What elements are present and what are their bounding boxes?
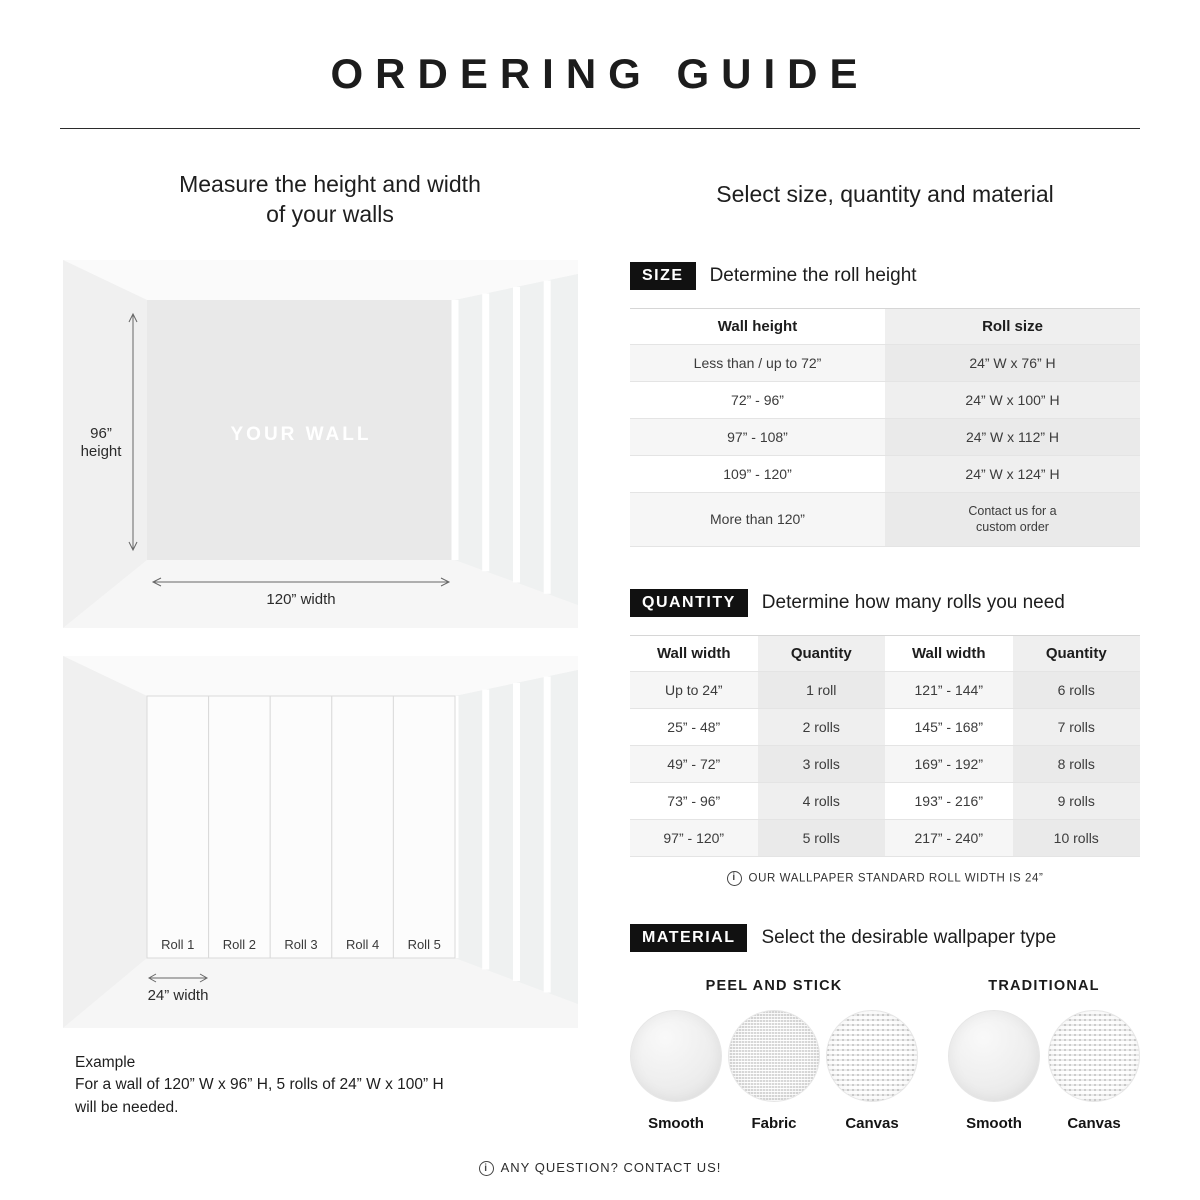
material-option-canvas (1048, 1010, 1140, 1132)
size-table-row (630, 456, 1140, 493)
contact-footer (0, 1160, 1200, 1176)
canvas-texture-swatch (1048, 1010, 1140, 1102)
material-groups (630, 978, 1140, 1132)
wall-width-value: 193” - 216” (885, 782, 1013, 819)
quantity-value: 4 rolls (758, 782, 886, 819)
quantity-value: 5 rolls (758, 819, 886, 856)
measure-heading (60, 169, 600, 230)
select-heading: Select size, quantity and material (716, 181, 1054, 207)
canvas-texture-swatch (826, 1010, 918, 1102)
size-table-header-row (630, 309, 1140, 345)
size-subtitle: Determine the roll height (709, 265, 917, 286)
quantity-table-row (630, 708, 1140, 745)
material-section-header (630, 924, 1140, 952)
quantity-subtitle: Determine how many rolls you need (761, 591, 1065, 613)
smooth-texture-swatch (630, 1010, 722, 1102)
quantity-value: 9 rolls (1013, 782, 1141, 819)
roll-4-label: Roll 4 (345, 936, 380, 952)
swatch-label: Canvas (845, 1114, 899, 1132)
roll-size-value (885, 493, 1140, 547)
quantity-table-header-row (630, 635, 1140, 671)
material-badge: MATERIAL (630, 924, 747, 952)
size-table-row (630, 382, 1140, 419)
example-title: Example (75, 1053, 136, 1071)
wall-width-value: 217” - 240” (885, 819, 1013, 856)
size-table-row (630, 493, 1140, 547)
wall-height-value: Less than / up to 72” (630, 345, 885, 382)
smooth-texture-swatch (948, 1010, 1040, 1102)
quantity-table (630, 635, 1140, 857)
your-wall-label: YOUR WALL (230, 423, 372, 445)
roll-size-column-header: Roll size (885, 309, 1140, 345)
room-illustration-measure (63, 260, 578, 628)
wall-height-value: 97” - 108” (630, 419, 885, 456)
wall-width-value: 49” - 72” (630, 745, 758, 782)
peel-and-stick-title: PEEL AND STICK (705, 977, 843, 994)
roll-size-value: 24” W x 76” H (885, 345, 1140, 382)
swatch-label: Smooth (966, 1114, 1022, 1132)
quantity-section (630, 589, 1140, 886)
size-badge: SIZE (630, 262, 696, 290)
material-option-canvas (826, 1010, 918, 1132)
swatch-label: Fabric (751, 1114, 797, 1132)
page-title: ORDERING GUIDE (330, 50, 870, 97)
quantity-value: 7 rolls (1013, 708, 1141, 745)
wall-width-value: 121” - 144” (885, 671, 1013, 708)
wallpaper-roll-panels (147, 696, 455, 958)
material-group-peel-and-stick (630, 978, 918, 1132)
height-value-label: 96” (90, 424, 112, 442)
title-divider (60, 128, 1140, 129)
info-icon: i (479, 1161, 494, 1176)
quantity-value: 10 rolls (1013, 819, 1141, 856)
quantity-value: 2 rolls (758, 708, 886, 745)
size-table (630, 308, 1140, 547)
wall-width-column-header: Wall width (885, 635, 1013, 671)
quantity-value: 6 rolls (1013, 671, 1141, 708)
material-option-smooth (948, 1010, 1040, 1132)
wall-height-column-header: Wall height (630, 309, 885, 345)
quantity-value: 1 roll (758, 671, 886, 708)
material-subtitle: Select the desirable wallpaper type (761, 926, 1057, 948)
material-option-smooth (630, 1010, 722, 1132)
roll-width-label: 24” width (147, 986, 209, 1004)
width-value-label: 120” width (266, 590, 336, 608)
material-section (630, 924, 1140, 1132)
traditional-title: TRADITIONAL (988, 977, 1100, 994)
height-word-label: height (80, 442, 122, 460)
select-column (630, 169, 1140, 1132)
wall-width-value: 73” - 96” (630, 782, 758, 819)
contact-footer-text: ANY QUESTION? CONTACT US! (500, 1159, 722, 1175)
swatch-label: Canvas (1067, 1114, 1121, 1132)
custom-order-note: Contact us for a custom order (968, 504, 1057, 535)
wall-width-value: Up to 24” (630, 671, 758, 708)
example-line2: will be needed. (75, 1098, 179, 1116)
roll-3-label: Roll 3 (284, 936, 318, 952)
wall-height-value: 109” - 120” (630, 456, 885, 493)
wall-width-value: 145” - 168” (885, 708, 1013, 745)
wall-width-value: 169” - 192” (885, 745, 1013, 782)
roll-2-label: Roll 2 (222, 936, 257, 952)
room-illustration-rolls (63, 656, 578, 1028)
wall-width-column-header: Wall width (630, 635, 758, 671)
roll-5-label: Roll 5 (407, 936, 441, 952)
quantity-value: 3 rolls (758, 745, 886, 782)
measure-column (60, 169, 600, 1132)
material-group-traditional (948, 978, 1140, 1132)
roll-size-value: 24” W x 112” H (885, 419, 1140, 456)
wall-width-value: 97” - 120” (630, 819, 758, 856)
info-icon: i (727, 871, 742, 886)
roll-1-label: Roll 1 (161, 936, 195, 952)
quantity-table-row (630, 782, 1140, 819)
wall-height-value: More than 120” (630, 493, 885, 547)
quantity-column-header: Quantity (1013, 635, 1141, 671)
content-columns (60, 169, 1140, 1132)
quantity-table-row (630, 745, 1140, 782)
fabric-texture-swatch (728, 1010, 820, 1102)
quantity-section-header (630, 589, 1140, 617)
quantity-table-row (630, 819, 1140, 856)
wall-height-value: 72” - 96” (630, 382, 885, 419)
quantity-column-header: Quantity (758, 635, 886, 671)
size-section (630, 262, 1140, 547)
example-block (75, 1052, 600, 1119)
traditional-swatches (948, 1010, 1140, 1132)
example-line1: For a wall of 120” W x 96” H, 5 rolls of 24” W x 100” H (75, 1076, 444, 1094)
roll-width-note-text: OUR WALLPAPER STANDARD ROLL WIDTH IS 24” (748, 872, 1044, 885)
size-section-header (630, 262, 1140, 290)
roll-size-value: 24” W x 100” H (885, 382, 1140, 419)
size-table-row (630, 345, 1140, 382)
quantity-badge: QUANTITY (630, 589, 748, 617)
size-table-row (630, 419, 1140, 456)
measure-heading-line2: of your walls (266, 201, 394, 228)
wall-width-value: 25” - 48” (630, 708, 758, 745)
swatch-label: Smooth (648, 1114, 704, 1132)
roll-width-note (630, 871, 1140, 886)
quantity-table-row (630, 671, 1140, 708)
quantity-value: 8 rolls (1013, 745, 1141, 782)
measure-heading-line1: Measure the height and width (179, 171, 481, 197)
material-option-fabric (728, 1010, 820, 1132)
peel-and-stick-swatches (630, 1010, 918, 1132)
roll-size-value: 24” W x 124” H (885, 456, 1140, 493)
